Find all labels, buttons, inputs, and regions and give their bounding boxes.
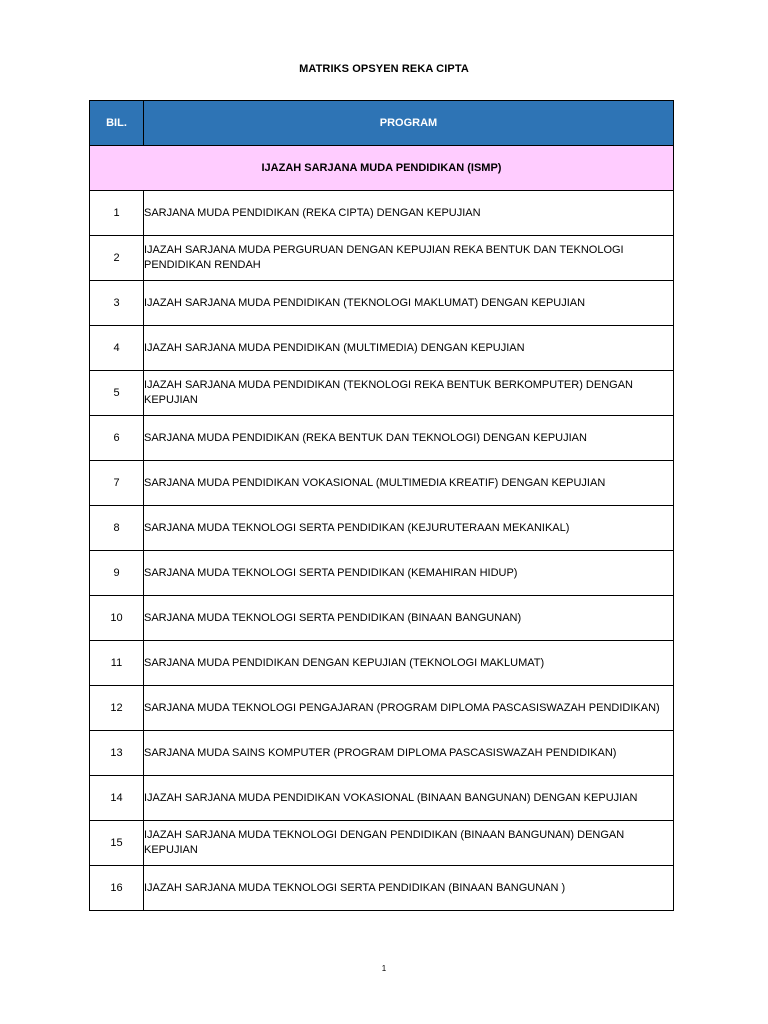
program-name: SARJANA MUDA TEKNOLOGI SERTA PENDIDIKAN (KEMAHIRAN HIDUP) bbox=[144, 551, 674, 596]
row-number: 15 bbox=[90, 821, 144, 866]
row-number: 8 bbox=[90, 506, 144, 551]
row-number: 12 bbox=[90, 686, 144, 731]
row-number: 4 bbox=[90, 326, 144, 371]
program-matrix-table bbox=[89, 100, 674, 911]
row-number: 2 bbox=[90, 236, 144, 281]
program-name: IJAZAH SARJANA MUDA PENDIDIKAN (TEKNOLOGI MAKLUMAT) DENGAN KEPUJIAN bbox=[144, 281, 674, 326]
table-row bbox=[90, 821, 674, 866]
table-row bbox=[90, 416, 674, 461]
program-name: SARJANA MUDA TEKNOLOGI PENGAJARAN (PROGRAM DIPLOMA PASCASISWAZAH PENDIDIKAN) bbox=[144, 686, 674, 731]
section-header-row bbox=[90, 146, 674, 191]
row-number: 6 bbox=[90, 416, 144, 461]
row-number: 1 bbox=[90, 191, 144, 236]
row-number: 5 bbox=[90, 371, 144, 416]
table-row bbox=[90, 866, 674, 911]
row-number: 11 bbox=[90, 641, 144, 686]
row-number: 7 bbox=[90, 461, 144, 506]
table-header-row bbox=[90, 101, 674, 146]
row-number: 9 bbox=[90, 551, 144, 596]
row-number: 14 bbox=[90, 776, 144, 821]
row-number: 16 bbox=[90, 866, 144, 911]
program-name: SARJANA MUDA PENDIDIKAN VOKASIONAL (MULTIMEDIA KREATIF) DENGAN KEPUJIAN bbox=[144, 461, 674, 506]
program-name: IJAZAH SARJANA MUDA PENDIDIKAN VOKASIONAL (BINAAN BANGUNAN) DENGAN KEPUJIAN bbox=[144, 776, 674, 821]
program-name: SARJANA MUDA TEKNOLOGI SERTA PENDIDIKAN (KEJURUTERAAN MEKANIKAL) bbox=[144, 506, 674, 551]
program-name: IJAZAH SARJANA MUDA PENDIDIKAN (TEKNOLOGI REKA BENTUK BERKOMPUTER) DENGAN KEPUJIAN bbox=[144, 371, 674, 416]
table-row bbox=[90, 281, 674, 326]
row-number: 10 bbox=[90, 596, 144, 641]
table-row bbox=[90, 641, 674, 686]
page-number: 1 bbox=[381, 964, 387, 973]
table-row bbox=[90, 551, 674, 596]
program-name: SARJANA MUDA SAINS KOMPUTER (PROGRAM DIPLOMA PASCASISWAZAH PENDIDIKAN) bbox=[144, 731, 674, 776]
table-row bbox=[90, 686, 674, 731]
program-name: IJAZAH SARJANA MUDA TEKNOLOGI DENGAN PENDIDIKAN (BINAAN BANGUNAN) DENGAN KEPUJIAN bbox=[144, 821, 674, 866]
table-row bbox=[90, 776, 674, 821]
table-row bbox=[90, 731, 674, 776]
table-row bbox=[90, 371, 674, 416]
row-number: 3 bbox=[90, 281, 144, 326]
program-name: SARJANA MUDA TEKNOLOGI SERTA PENDIDIKAN (BINAAN BANGUNAN) bbox=[144, 596, 674, 641]
program-name: SARJANA MUDA PENDIDIKAN (REKA CIPTA) DENGAN KEPUJIAN bbox=[144, 191, 674, 236]
table-row bbox=[90, 506, 674, 551]
document-title: MATRIKS OPSYEN REKA CIPTA bbox=[299, 63, 469, 75]
table-row bbox=[90, 236, 674, 281]
section-header: IJAZAH SARJANA MUDA PENDIDIKAN (ISMP) bbox=[90, 146, 674, 191]
table-row bbox=[90, 326, 674, 371]
table-row bbox=[90, 596, 674, 641]
column-header-program: PROGRAM bbox=[144, 101, 674, 146]
program-name: SARJANA MUDA PENDIDIKAN (REKA BENTUK DAN TEKNOLOGI) DENGAN KEPUJIAN bbox=[144, 416, 674, 461]
row-number: 13 bbox=[90, 731, 144, 776]
program-name: IJAZAH SARJANA MUDA PERGURUAN DENGAN KEPUJIAN REKA BENTUK DAN TEKNOLOGI PENDIDIKAN RENDAH bbox=[144, 236, 674, 281]
program-name: SARJANA MUDA PENDIDIKAN DENGAN KEPUJIAN (TEKNOLOGI MAKLUMAT) bbox=[144, 641, 674, 686]
column-header-bil: BIL. bbox=[90, 101, 144, 146]
program-name: IJAZAH SARJANA MUDA PENDIDIKAN (MULTIMEDIA) DENGAN KEPUJIAN bbox=[144, 326, 674, 371]
table-row bbox=[90, 191, 674, 236]
program-name: IJAZAH SARJANA MUDA TEKNOLOGI SERTA PENDIDIKAN (BINAAN BANGUNAN ) bbox=[144, 866, 674, 911]
table-row bbox=[90, 461, 674, 506]
